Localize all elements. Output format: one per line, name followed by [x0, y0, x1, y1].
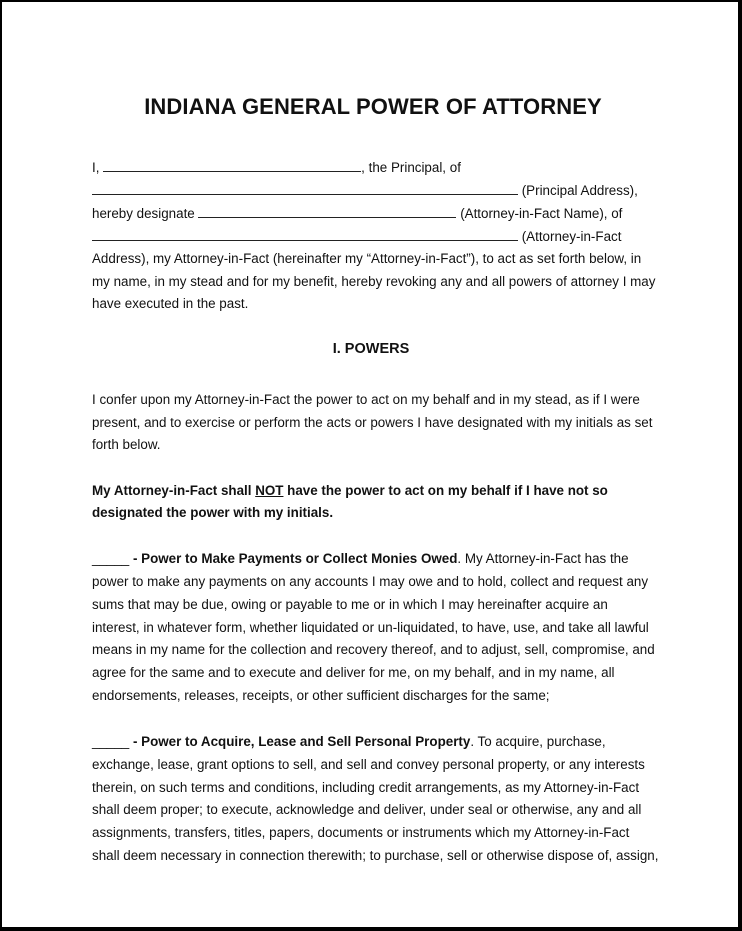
notice-line-1 — [92, 483, 608, 499]
power2-line-4: shall deem proper; to execute, acknowledge and deliver, under seal or otherwise, any and all — [92, 802, 642, 817]
intro-l1-prefix: I, — [92, 160, 104, 175]
power1-line-7: endorsements, releases, receipts, or other sufficient discharges for the same; — [92, 688, 550, 703]
intro-l2-suffix: (Principal Address), — [518, 183, 638, 198]
power1-line-6: agree for the same and to execute and deliver for me, on my behalf, and in my name, all — [92, 665, 615, 680]
confer-line-2: present, and to exercise or perform the acts or powers I have designated with my initials as set — [92, 415, 653, 430]
power1-line-1 — [92, 551, 629, 567]
document-title: INDIANA GENERAL POWER OF ATTORNEY — [144, 94, 602, 119]
intro-line-4 — [92, 228, 621, 245]
notice-l1-a: My Attorney-in-Fact shall — [92, 483, 256, 498]
power1-title: - Power to Make Payments or Collect Monies Owed — [129, 551, 458, 566]
power1-initials-blank[interactable]: _____ — [92, 551, 130, 566]
intro-l4-suffix: (Attorney-in-Fact — [518, 229, 622, 244]
power1-line-2: power to make any payments on any accounts I may owe and to hold, collect and request any — [92, 574, 649, 589]
intro-l1-suffix: , the Principal, of — [361, 160, 461, 175]
intro-line-2 — [92, 182, 638, 199]
notice-line-2: designated the power with my initials. — [92, 505, 334, 520]
confer-line-1: I confer upon my Attorney-in-Fact the power to act on my behalf and in my stead, as if I were — [92, 392, 640, 407]
intro-l3-suffix: (Attorney-in-Fact Name), of — [456, 206, 623, 221]
confer-line-3: forth below. — [92, 437, 161, 452]
power2-line-6: shall deem necessary in connection therewith; to purchase, sell or otherwise dispose of, assign, — [92, 848, 659, 863]
power1-line-4: interest, in whatever form, whether liquidated or un-liquidated, to have, use, and take all lawful — [92, 620, 649, 635]
power2-line-2: exchange, lease, grant options to sell, and sell and convey personal property, or any interests — [92, 757, 645, 772]
power2-l1-rest: . To acquire, purchase, — [470, 734, 606, 749]
attorney-name-blank[interactable] — [198, 205, 456, 218]
power2-initials-blank[interactable]: _____ — [92, 734, 130, 749]
power2-line-1 — [92, 734, 606, 750]
intro-line-7: have executed in the past. — [92, 296, 249, 311]
notice-l1-b: have the power to act on my behalf if I have not so — [283, 483, 608, 498]
power2-title: - Power to Acquire, Lease and Sell Personal Property — [129, 734, 471, 749]
intro-line-6: my name, in my stead and for my benefit, hereby revoking any and all powers of attorney I may — [92, 274, 656, 289]
intro-line-5: Address), my Attorney-in-Fact (hereinafter my “Attorney-in-Fact”), to act as set forth below, in — [92, 251, 642, 266]
power2-line-5: assignments, transfers, titles, papers, documents or instruments which my Attorney-in-Fact — [92, 825, 630, 840]
intro-line-1 — [92, 159, 461, 176]
attorney-address-blank[interactable] — [92, 228, 518, 241]
section-heading-powers: I. POWERS — [332, 341, 410, 357]
notice-not: NOT — [255, 483, 284, 498]
power2-line-3: therein, on such terms and conditions, including credit arrangements, as my Attorney-in-Fact — [92, 780, 640, 795]
principal-name-blank[interactable] — [103, 159, 361, 172]
intro-line-3 — [92, 205, 622, 222]
principal-address-blank[interactable] — [92, 182, 518, 195]
power1-l1-rest: . My Attorney-in-Fact has the — [457, 551, 629, 566]
intro-l3-prefix: hereby designate — [92, 206, 199, 221]
power1-line-5: means in my name for the collection and recovery thereof, and to adjust, sell, compromise, and — [92, 642, 655, 657]
power1-line-3: sums that may be due, owing or payable to me or in which I may hereinafter acquire an — [92, 597, 608, 612]
